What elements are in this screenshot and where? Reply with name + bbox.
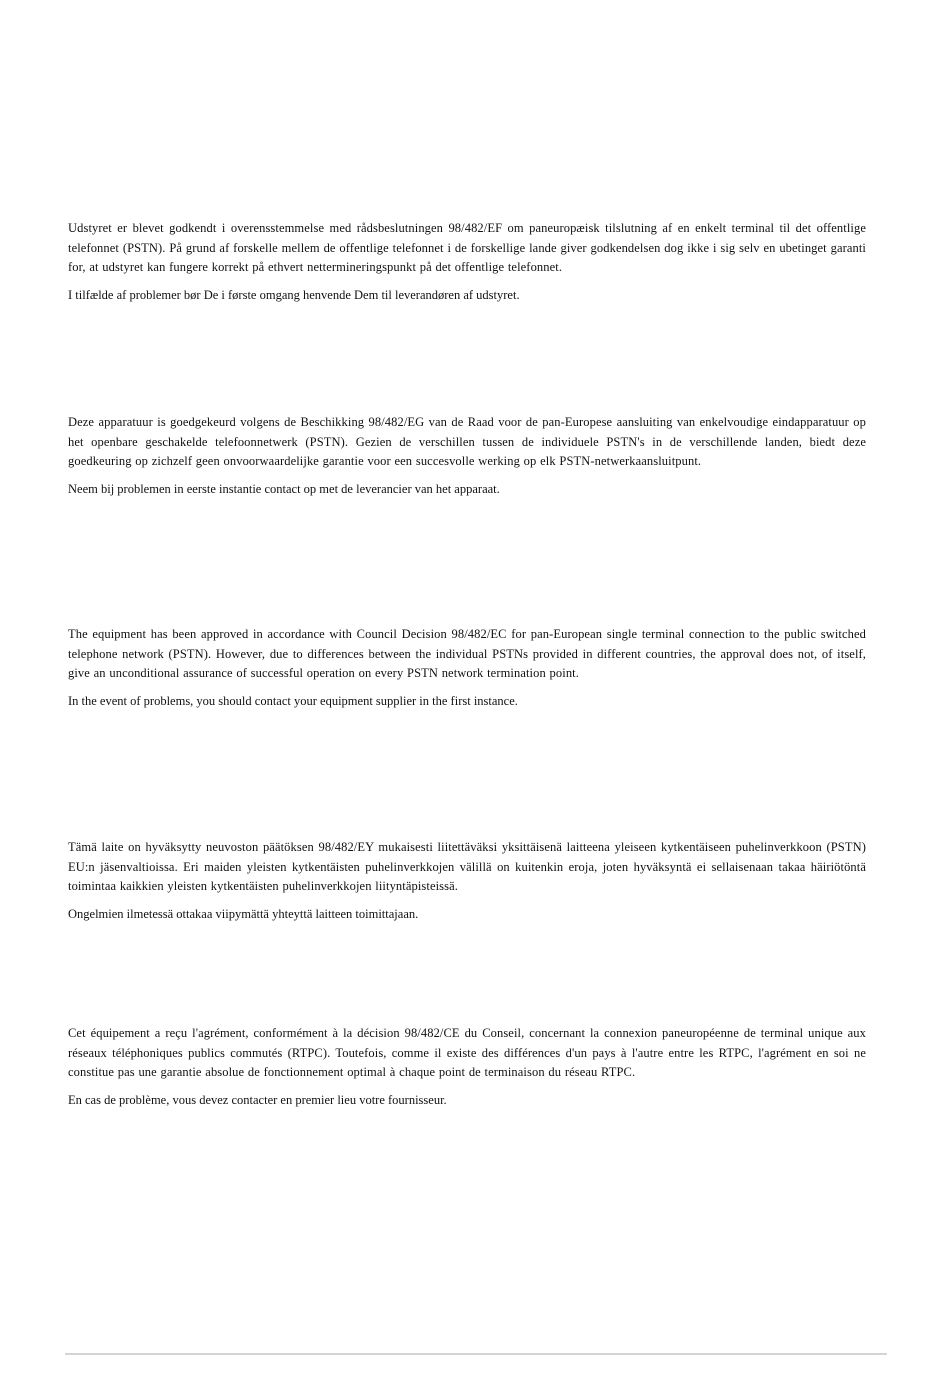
notice-contact-note: En cas de problème, vous devez contacter en premier lieu votre fournisseur. <box>68 1092 447 1107</box>
notice-contact-note: In the event of problems, you should contact your equipment supplier in the first instance. <box>68 693 518 708</box>
notice-contact-note: Neem bij problemen in eerste instantie contact op met de leverancier van het apparaat. <box>68 481 500 496</box>
footer-divider <box>65 1353 887 1355</box>
approval-notice-danish <box>68 219 866 305</box>
notice-body: Cet équipement a reçu l'agrément, conformément à la décision 98/482/CE du Conseil, concernant la connexion paneuropéenne de terminal unique aux réseaux téléphoniques publics commutés (RTPC). Toutefois, comme il existe des différences d'un pays à l'autre entre les RTPC, l'agrément en soi ne constitue pas une garantie absolue de fonctionnement optimal à chaque point de terminaison du réseau RTPC. <box>68 1026 866 1079</box>
approval-notice-finnish <box>68 838 866 924</box>
notice-contact-note: Ongelmien ilmetessä ottakaa viipymättä yhteyttä laitteen toimittajaan. <box>68 906 419 921</box>
approval-notice-french <box>68 1024 866 1110</box>
notice-body: Udstyret er blevet godkendt i overensstemmelse med rådsbeslutningen 98/482/EF om paneuropæisk tilslutning af en enkelt terminal til det offentlige telefonnet (PSTN). På grund af forskelle mellem de offentlige telefonnet i de forskellige lande giver godkendelsen dog ikke i sig selv en ubetinget garanti for, at udstyret kan fungere korrekt på ethvert nettermineringspunkt på det offentlige telefonnet. <box>68 221 866 274</box>
notice-body: Tämä laite on hyväksytty neuvoston päätöksen 98/482/EY mukaisesti liitettäväksi yksittäisenä laitteena yleiseen kytkentäiseen puhelinverkkoon (PSTN) EU:n jäsenvaltioissa. Eri maiden yleisten kytkentäisten puhelinverkkojen välillä on kuitenkin eroja, joten hyväksyntä ei sellaisenaan takaa häiriötöntä toimintaa kaikkien yleisten kytkentäisten puhelinverkkojen liityntäpisteissä. <box>68 840 866 893</box>
notice-contact-note: I tilfælde af problemer bør De i første omgang henvende Dem til leverandøren af udstyret. <box>68 287 520 302</box>
approval-notice-english <box>68 625 866 711</box>
notice-body: The equipment has been approved in accordance with Council Decision 98/482/EC for pan-European single terminal connection to the public switched telephone network (PSTN). However, due to differences between the individual PSTNs provided in different countries, the approval does not, of itself, give an unconditional assurance of successful operation on every PSTN network termination point. <box>68 627 866 680</box>
approval-notice-dutch <box>68 413 866 499</box>
notice-body: Deze apparatuur is goedgekeurd volgens de Beschikking 98/482/EG van de Raad voor de pan-Europese aansluiting van enkelvoudige eindapparatuur op het openbare geschakelde telefoonnetwerk (PSTN). Gezien de verschillen tussen de individuele PSTN's in de verschillende landen, biedt deze goedkeuring op zichzelf geen onvoorwaardelijke garantie voor een succesvolle werking op elk PSTN-netwerkaansluitpunt. <box>68 415 866 468</box>
